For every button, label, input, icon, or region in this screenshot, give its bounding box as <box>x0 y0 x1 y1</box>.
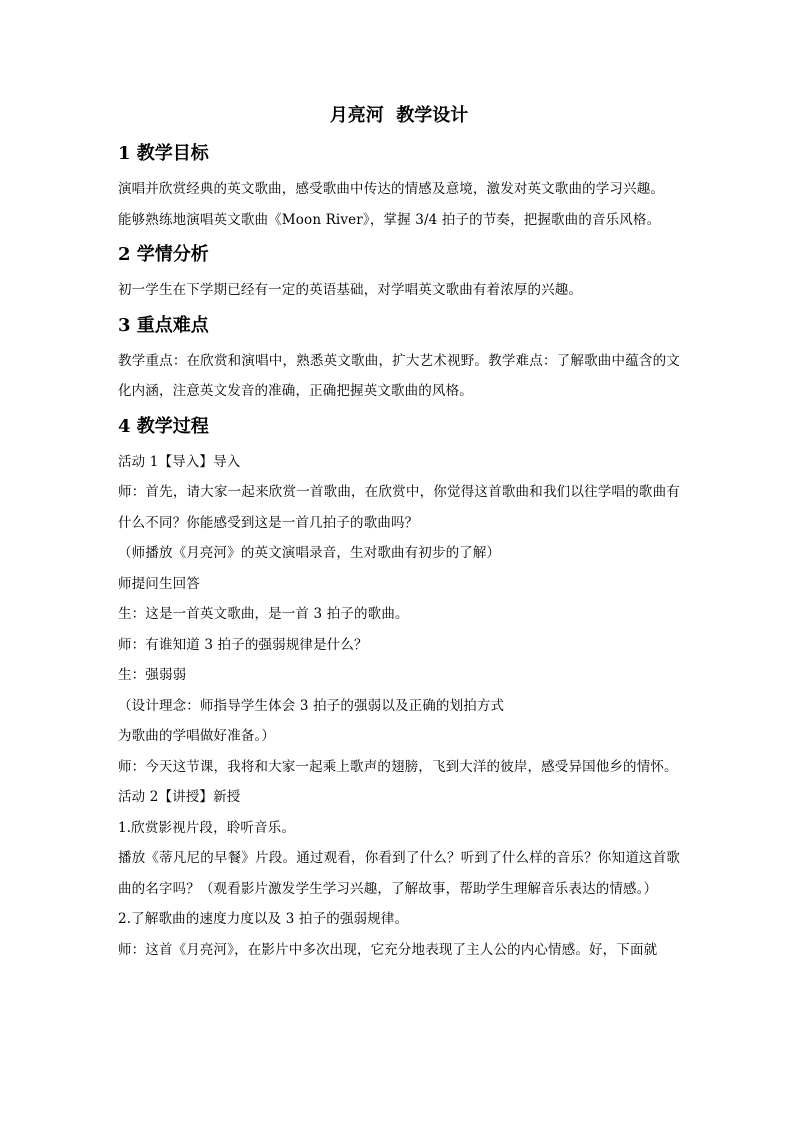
paragraph: 师：有谁知道 3 拍子的强弱规律是什么？ <box>118 636 368 653</box>
paragraph: 师：首先，请大家一起来欣赏一首歌曲，在欣赏中，你觉得这首歌曲和我们以往学唱的歌曲有什么不同？你能感受到这是一首几拍子的歌曲吗？ <box>118 484 680 531</box>
section-heading-goals: 1 教学目标 <box>118 143 209 164</box>
paragraph: 为歌曲的学唱做好准备。） <box>118 728 276 744</box>
section-heading-key-points: 3 重点难点 <box>118 314 209 336</box>
paragraph: 师：今天这节课，我将和大家一起乘上歌声的翅膀，飞到大洋的彼岸，感受异国他乡的情怀。 <box>118 758 678 775</box>
paragraph: 生：强弱弱 <box>118 667 187 683</box>
paragraph: 师：这首《月亮河》，在影片中多次出现，它充分地表现了主人公的内心情感。好，下面就 <box>118 941 658 958</box>
section-heading-process: 4 教学过程 <box>118 415 209 437</box>
page-title: 月亮河 教学设计 <box>329 105 469 126</box>
paragraph: 师提问生回答 <box>118 575 200 592</box>
paragraph: 2.了解歌曲的速度力度以及 3 拍子的强弱规律。 <box>118 911 409 927</box>
paragraph: 教学重点：在欣赏和演唱中，熟悉英文歌曲，扩大艺术视野。教学难点：了解歌曲中蕴含的文化内涵，注意英文发音的准确，正确把握英文歌曲的风格。 <box>118 352 680 399</box>
paragraph: （师播放《月亮河》的英文演唱录音，生对歌曲有初步的了解） <box>118 545 501 561</box>
activity-heading: 活动 2【讲授】新授 <box>118 789 241 805</box>
paragraph: 能够熟练地演唱英文歌曲《Moon River》，掌握 3/4 拍子的节奏，把握歌曲的音乐风格。 <box>118 211 661 228</box>
paragraph: 播放《蒂凡尼的早餐》片段。通过观看，你看到了什么？听到了什么样的音乐？你知道这首歌曲的名字吗？（观看影片激发学生学习兴趣，了解故事，帮助学生理解音乐表达的情感。） <box>118 850 680 897</box>
section-heading-analysis: 2 学情分析 <box>118 244 209 265</box>
paragraph: （设计理念：师指导学生体会 3 拍子的强弱以及正确的划拍方式 <box>118 697 505 714</box>
paragraph: 生：这是一首英文歌曲，是一首 3 拍子的歌曲。 <box>118 606 409 622</box>
activity-heading: 活动 1【导入】导入 <box>118 453 241 470</box>
paragraph: 初一学生在下学期已经有一定的英语基础，对学唱英文歌曲有着浓厚的兴趣。 <box>118 282 583 298</box>
paragraph: 演唱并欣赏经典的英文歌曲，感受歌曲中传达的情感及意境，激发对英文歌曲的学习兴趣。 <box>118 181 664 197</box>
document-page <box>118 102 680 965</box>
paragraph: 1.欣赏影视片段，聆听音乐。 <box>118 819 295 836</box>
